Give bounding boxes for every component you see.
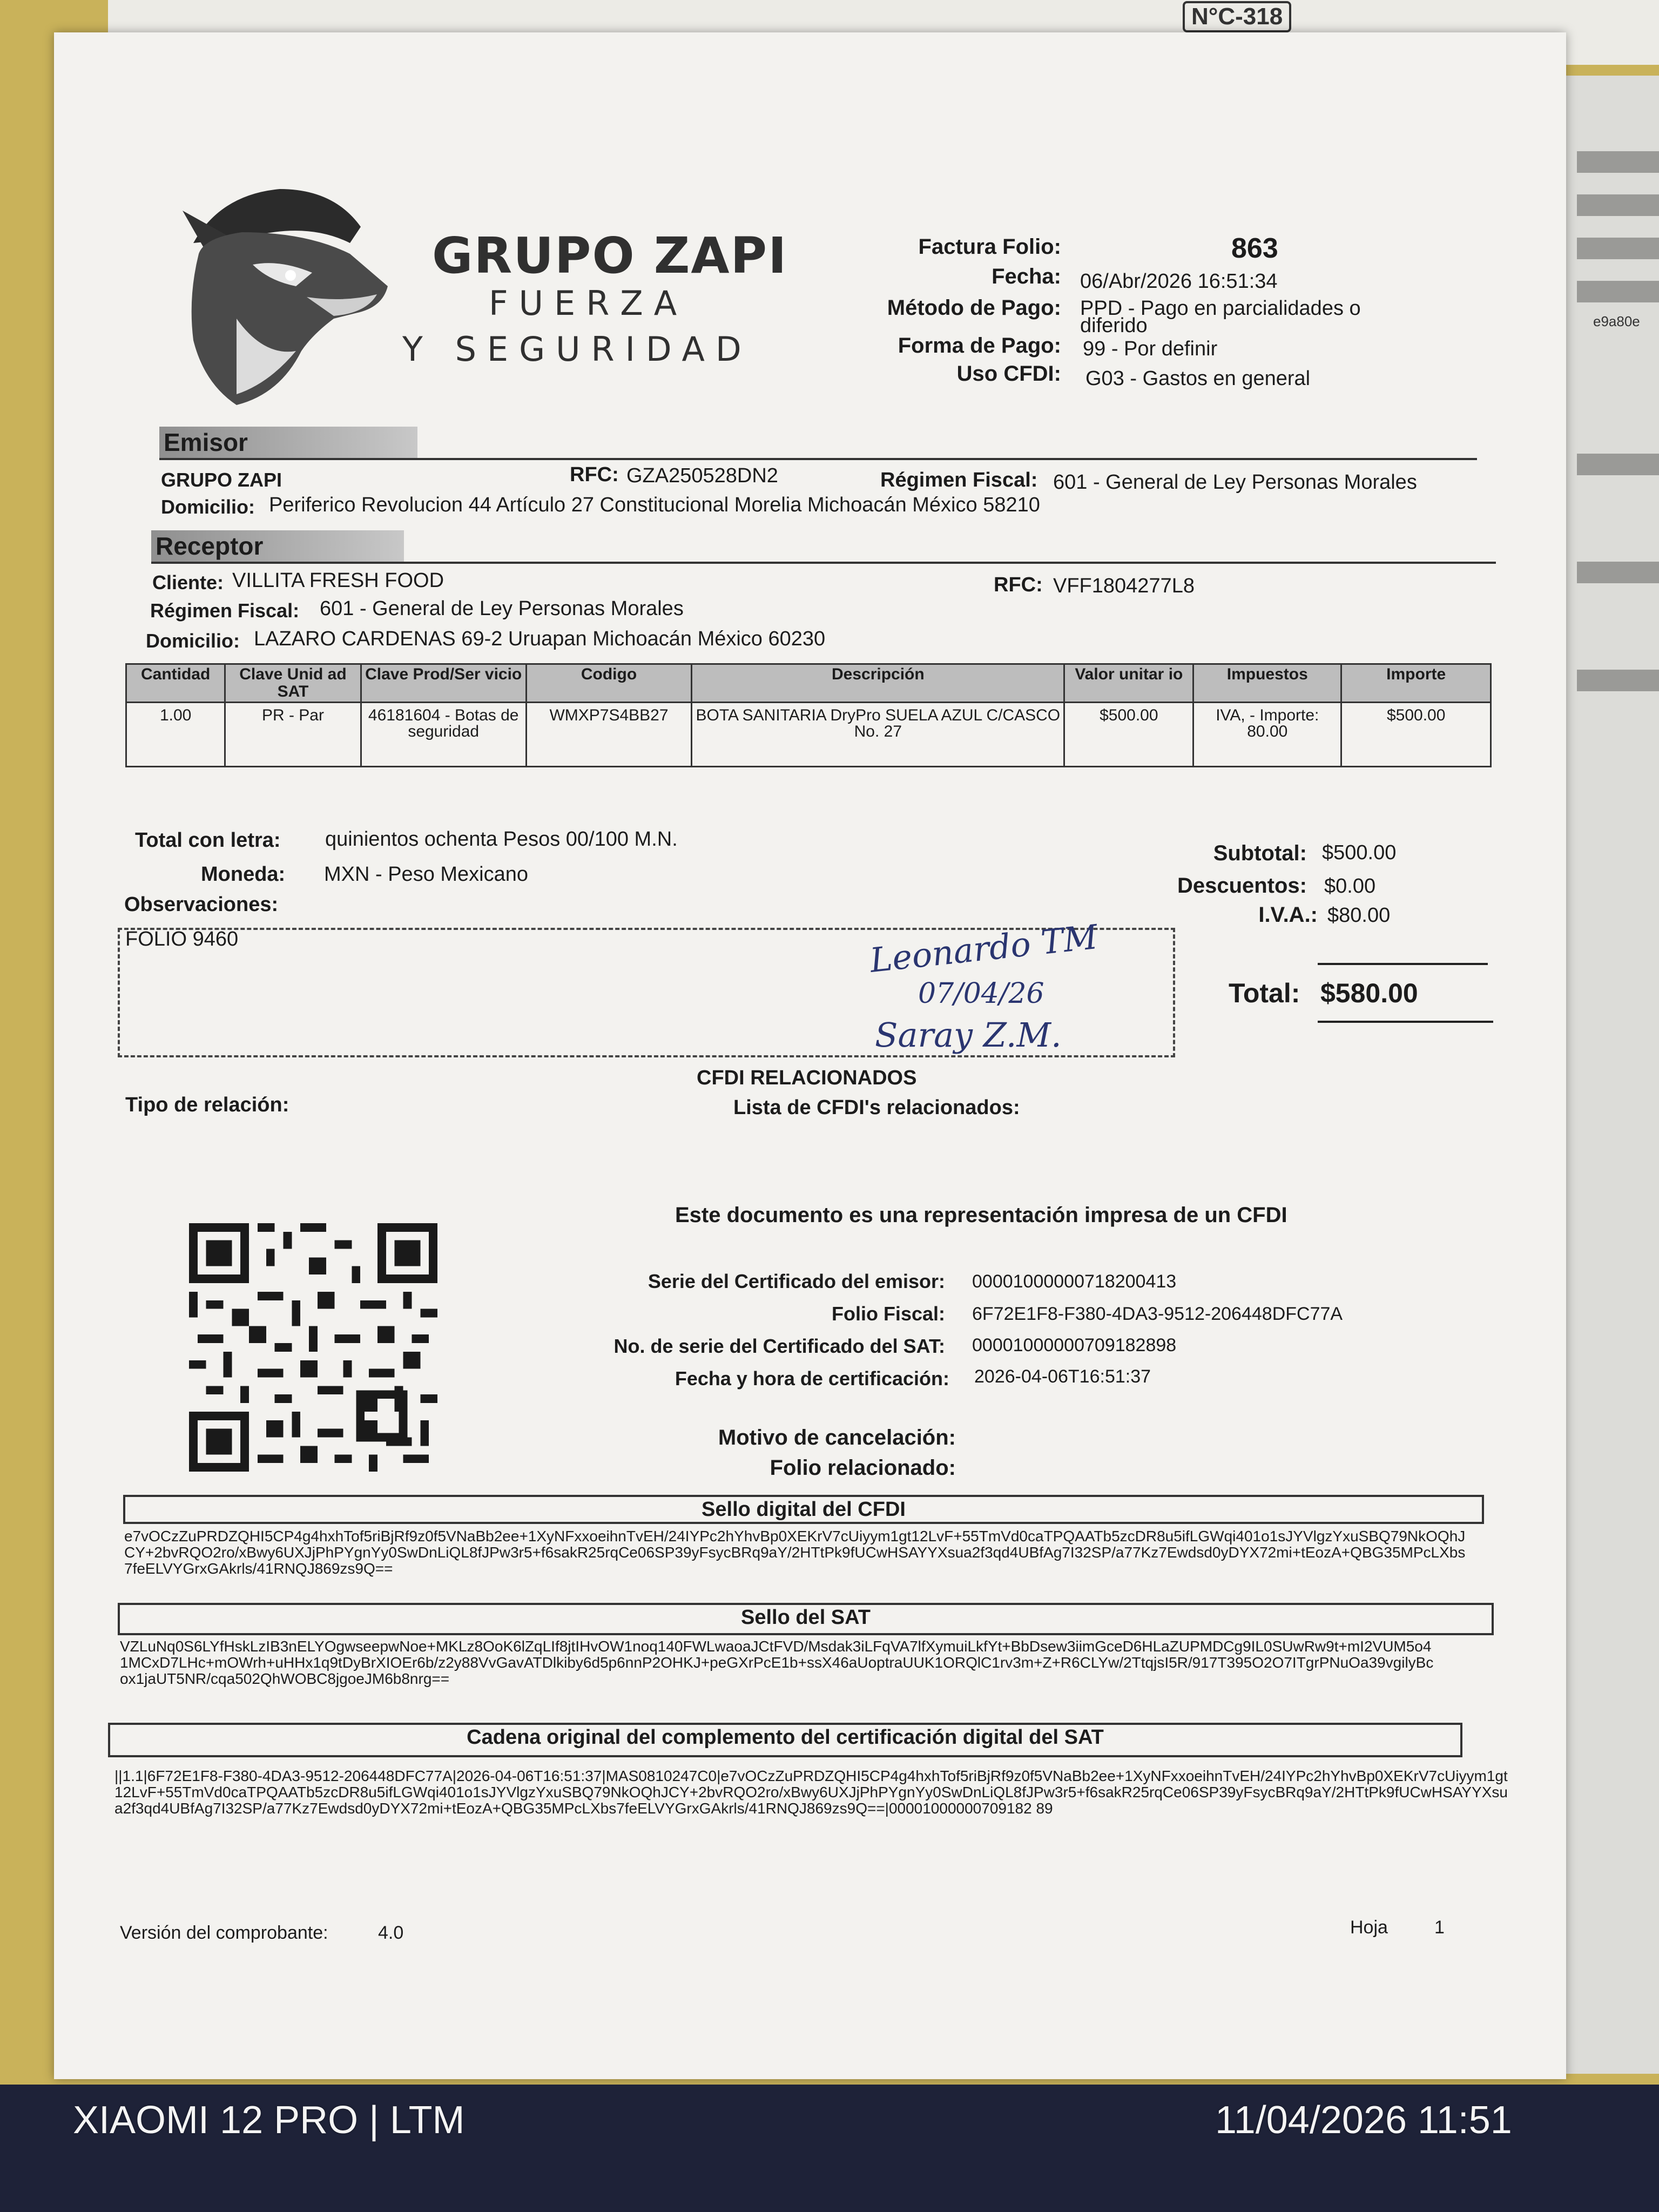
serie-sat-label: No. de serie del Certificado del SAT: (613, 1335, 945, 1357)
receptor-rfc-value: VFF1804277L8 (1053, 575, 1195, 597)
descuentos-value: $0.00 (1324, 875, 1376, 898)
fecha-value: 06/Abr/2026 16:51:34 (1080, 270, 1278, 293)
folio-fiscal-value: 6F72E1F8-F380-4DA3-9512-206448DFC77A (972, 1304, 1343, 1324)
receptor-regimen-value: 601 - General de Ley Personas Morales (320, 597, 684, 620)
fecha-certificacion-label: Fecha y hora de certificación: (675, 1367, 949, 1390)
column-header-valor-unitario: Valor unitar io (1064, 664, 1193, 703)
emisor-domicilio-label: Domicilio: (161, 496, 255, 518)
cell-valor-unitario: $500.00 (1064, 703, 1193, 767)
cell-codigo: WMXP7S4BB27 (526, 703, 691, 767)
camera-device-watermark: XIAOMI 12 PRO | LTM (73, 2099, 465, 2142)
cadena-original-text: ||1.1|6F72E1F8-F380-4DA3-9512-206448DFC77A|2026-04-06T16:51:37|MAS0810247C0|e7vOCzZuPRDZQHI5CP4g4hxhTof5riBjRf9z0f5VNaBb2ee+1XyNFxxoeihnTvEH/24IYPc2hYhvBp0XEKrV7cUiyym1gt12LvF+55TmVd0caTPQAATb5zcDR8u5ifLGWqi401o1sJYVlgzYxuSBQ79NkOQhJCY+2bvRQO2ro/xBwy6UXJjPhPYgnYy0SwDnLiQL8fJPw3r5+f6sakR25rqCe06SP39yFsycBRq9aY/2HTtPk9fUCwHSAYYXsua2f3qd4UBfAg7I32SP/a77Kz7Ewdsd0yDYX72mi+tEozA+QBG35MPcLXbs7feELVYGrxGAkrls/41RNQJ869zs9Q==|00001000000709182 89 (114, 1768, 1508, 1817)
total-letra-value: quinientos ochenta Pesos 00/100 M.N. (325, 828, 678, 851)
hoja-label: Hoja (1350, 1917, 1388, 1938)
handwritten-date: 07/04/26 (918, 977, 1044, 1010)
uso-cfdi-value: G03 - Gastos en general (1085, 367, 1311, 390)
total-label: Total: (1229, 978, 1300, 1008)
moneda-value: MXN - Peso Mexicano (324, 863, 529, 886)
receptor-heading: Receptor (151, 530, 404, 562)
sello-sat-text: VZLuNq0S6LYfHskLzIB3nELYOgwseepwNoe+MKLz8OoK6lZqLIf8jtIHvOW1noq140FWLwaoaJCtFVD/Msdak3iLFqVA7lfXymuiLkfYt+BbDsew3iimGceD6HLaZUPMDCg9IL0SUwRw9t+mI2VUM5o41MCxD7LHc+mOWrh+uHHx1q9tDyBrXIOEr6b/z2y88VvGavATDlkiby6d5p6nnP2OHKJ+peGXrPcE1b+ssX46aUoptraUUK1ORQlC1rv3m+Z+R6CLYw/2TtqjsI5R/917T395O2O7ITgrPNuOa39vgilyBcox1jaUT5NR/cqa502QhWOBC8jgoeJM6b8nrg== (120, 1638, 1434, 1687)
sello-cfdi-title: Sello digital del CFDI (123, 1495, 1484, 1524)
metodo-pago-value: PPD - Pago en parcialidades o (1080, 297, 1361, 320)
side-sheet (1555, 76, 1659, 2074)
receptor-regimen-label: Régimen Fiscal: (150, 599, 300, 622)
wolf-helmet-logo (172, 178, 393, 410)
folio-relacionado-label: Folio relacionado: (770, 1456, 956, 1480)
receptor-cliente-label: Cliente: (152, 571, 224, 594)
column-header-codigo: Codigo (526, 664, 691, 703)
uso-cfdi-label: Uso CFDI: (956, 362, 1061, 386)
column-header-clave-prod: Clave Prod/Ser vicio (361, 664, 526, 703)
forma-pago-label: Forma de Pago: (898, 334, 1061, 358)
tipo-relacion-label: Tipo de relación: (125, 1094, 289, 1116)
sello-sat-title: Sello del SAT (118, 1603, 1494, 1635)
representacion-text: Este documento es una representación impresa de un CFDI (675, 1203, 1287, 1227)
folio-value: 863 (1231, 233, 1278, 264)
metodo-pago-label: Método de Pago: (887, 296, 1061, 320)
hoja-value: 1 (1434, 1917, 1445, 1938)
total-value: $580.00 (1320, 978, 1418, 1008)
lista-cfdi-label: Lista de CFDI's relacionados: (733, 1096, 1020, 1119)
receptor-divider (151, 562, 1496, 564)
emisor-domicilio-value: Periferico Revolucion 44 Artículo 27 Constitucional Morelia Michoacán México 58210 (269, 494, 1040, 516)
version-label: Versión del comprobante: (120, 1923, 328, 1943)
cadena-original-title: Cadena original del complemento del certificación digital del SAT (108, 1723, 1462, 1757)
items-table-header (126, 664, 1491, 703)
folio-label: Factura Folio: (918, 235, 1061, 259)
emisor-heading: Emisor (159, 427, 417, 458)
camera-datetime-watermark: 11/04/2026 11:51 (1215, 2099, 1512, 2142)
handwritten-name-1: Leonardo TM (868, 917, 1100, 980)
emisor-regimen-value: 601 - General de Ley Personas Morales (1053, 471, 1417, 494)
emisor-rfc-label: RFC: (570, 463, 619, 486)
background-sheet-number: N°C-318 (1183, 1, 1291, 32)
iva-label: I.V.A.: (1258, 903, 1318, 927)
emisor-divider (159, 458, 1477, 460)
observaciones-label: Observaciones: (124, 893, 279, 916)
sello-cfdi-text: e7vOCzZuPRDZQHI5CP4g4hxhTof5riBjRf9z0f5VNaBb2ee+1XyNFxxoeihnTvEH/24IYPc2hYhvBp0XEKrV7cUiyym1gt12LvF+55TmVd0caTPQAATb5zcDR8u5ifLGWqi401o1sJYVlgzYxuSBQ79NkOQhJCY+2bvRQO2ro/xBwy6UXJjPhPYgnYy0SwDnLiQL8fJPw3r5+f6sakR25rqCe06SP39yFsycBRq9aY/2HTtPk9fUCwHSAYYXsua2f3qd4UBfAg7I32SP/a77Kz7Ewdsd0yDYX72mi+tEozA+QBG35MPcLXbs7feELVYGrxGAkrls/41RNQJ869zs9Q== (124, 1528, 1466, 1577)
emisor-rfc-value: GZA250528DN2 (626, 464, 778, 487)
company-logo-name: GRUPO ZAPI (432, 227, 788, 285)
fecha-label: Fecha: (992, 265, 1061, 288)
motivo-cancelacion-label: Motivo de cancelación: (718, 1426, 956, 1449)
table-row (126, 703, 1491, 767)
cfdi-relacionados-title: CFDI RELACIONADOS (697, 1067, 917, 1089)
cell-importe: $500.00 (1341, 703, 1491, 767)
emisor-name: GRUPO ZAPI (161, 469, 282, 491)
serie-sat-value: 00001000000709182898 (972, 1335, 1177, 1355)
observaciones-value: FOLIO 9460 (125, 928, 239, 950)
column-header-descripcion: Descripción (692, 664, 1064, 703)
items-table (125, 663, 1492, 767)
cell-clave-prod: 46181604 - Botas de seguridad (361, 703, 526, 767)
version-value: 4.0 (378, 1923, 404, 1943)
cell-descripcion: BOTA SANITARIA DryPro SUELA AZUL C/CASCO No. 27 (692, 703, 1064, 767)
cell-cantidad: 1.00 (126, 703, 225, 767)
emisor-regimen-label: Régimen Fiscal: (880, 469, 1038, 491)
iva-value: $80.00 (1327, 904, 1391, 927)
column-header-importe: Importe (1341, 664, 1491, 703)
subtotal-value: $500.00 (1322, 841, 1397, 864)
serie-emisor-value: 00001000000718200413 (972, 1271, 1177, 1292)
column-header-cantidad: Cantidad (126, 664, 225, 703)
cell-clave-unidad: PR - Par (225, 703, 361, 767)
folio-fiscal-label: Folio Fiscal: (831, 1303, 945, 1325)
forma-pago-value: 99 - Por definir (1083, 338, 1218, 360)
subtotal-label: Subtotal: (1213, 841, 1307, 865)
fecha-certificacion-value: 2026-04-06T16:51:37 (974, 1366, 1151, 1387)
column-header-impuestos: Impuestos (1193, 664, 1341, 703)
cell-impuestos: IVA, - Importe: 80.00 (1193, 703, 1341, 767)
moneda-label: Moneda: (201, 863, 286, 886)
handwritten-name-2: Saray Z.M. (875, 1015, 1062, 1055)
qr-code (189, 1223, 437, 1472)
total-rule-top (1318, 963, 1488, 965)
column-header-clave-unidad: Clave Unid ad SAT (225, 664, 361, 703)
receptor-cliente-value: VILLITA FRESH FOOD (232, 569, 444, 592)
descuentos-label: Descuentos: (1177, 874, 1307, 898)
company-logo-tagline-2: Y SEGURIDAD (402, 329, 752, 369)
side-sheet-code: e9a80e (1593, 313, 1640, 329)
total-rule-bottom (1318, 1021, 1493, 1023)
company-logo-tagline-1: FUERZA (489, 284, 688, 323)
receptor-domicilio-value: LAZARO CARDENAS 69-2 Uruapan Michoacán México 60230 (254, 628, 826, 650)
receptor-domicilio-label: Domicilio: (146, 630, 240, 652)
serie-emisor-label: Serie del Certificado del emisor: (648, 1270, 945, 1292)
total-letra-label: Total con letra: (135, 829, 281, 852)
receptor-rfc-label: RFC: (994, 574, 1043, 596)
metodo-pago-value-2: diferido (1080, 314, 1148, 337)
